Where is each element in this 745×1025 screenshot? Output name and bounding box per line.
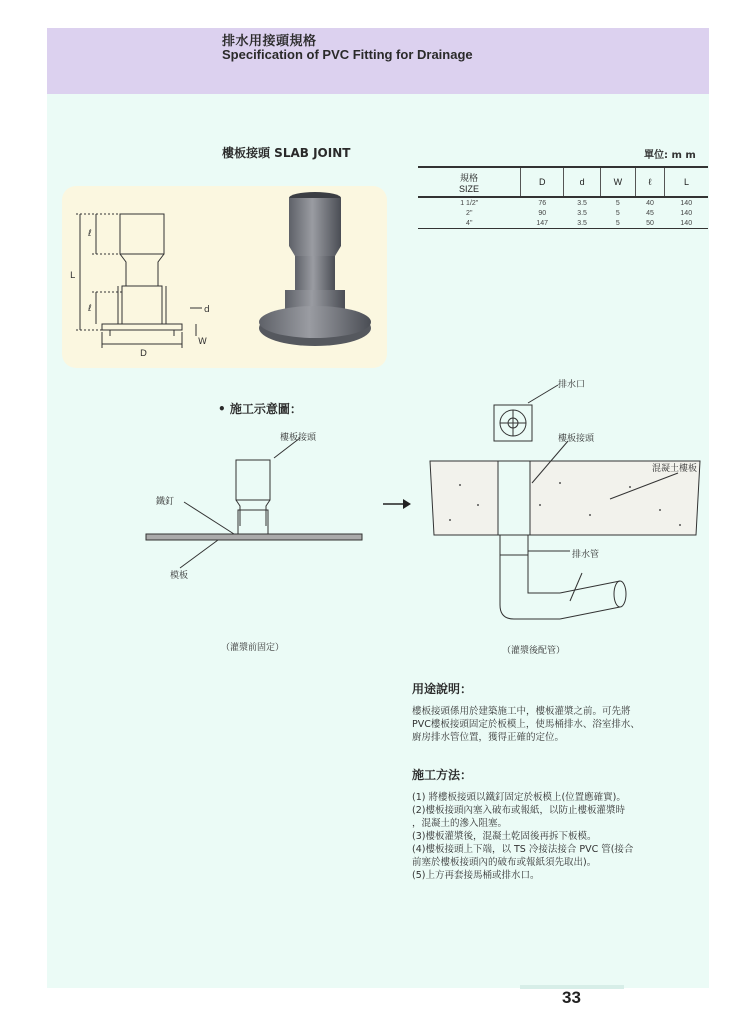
method-step-2: (2)樓板接頭內塞入破布或報紙，以防止樓板灌漿時 ，混凝土的滲入阻塞。 bbox=[412, 805, 625, 829]
value-cell: 40 bbox=[646, 199, 654, 207]
nail-label: 鐵釘 bbox=[156, 497, 175, 507]
dim-D-label: D bbox=[140, 349, 147, 359]
method-step-4: (4)樓板接頭上下端，以 TS 冷接法接合 PVC 管(接合 前塞於樓板接頭內的破布或報紙須先取出)。 bbox=[412, 844, 634, 868]
value-cell: 5 bbox=[615, 209, 620, 217]
arrow-icon bbox=[383, 498, 411, 510]
section-title: 樓板接頭 SLAB JOINT bbox=[222, 146, 351, 160]
formwork-label: 模板 bbox=[170, 571, 189, 581]
size-header bbox=[418, 167, 521, 197]
value-cell: 140 bbox=[680, 209, 693, 217]
value-cell: 3.5 bbox=[577, 199, 587, 207]
before-pour-diagram bbox=[140, 430, 370, 610]
size-header-en: SIZE bbox=[458, 183, 479, 194]
value-cell: 3.5 bbox=[577, 209, 587, 217]
slab-joint-drawing bbox=[62, 186, 262, 368]
usage-heading: 用途說明： bbox=[412, 682, 473, 696]
dim-l-top-label: ℓ bbox=[88, 229, 92, 239]
size-cell: 4" bbox=[418, 218, 521, 229]
value-cell: 140 bbox=[680, 199, 693, 207]
page-title-zh: 排水用接頭規格 bbox=[222, 34, 317, 49]
dim-W-label: W bbox=[198, 337, 207, 347]
table-row bbox=[418, 197, 708, 208]
table-row bbox=[418, 208, 708, 218]
concrete-slab-label: 混凝土樓板 bbox=[652, 464, 698, 474]
page-number: 33 bbox=[562, 988, 581, 1007]
after-pour-diagram bbox=[430, 375, 710, 635]
value-cell: 3.5 bbox=[564, 218, 600, 229]
spec-table bbox=[418, 166, 708, 229]
construction-heading: • 施工示意圖： bbox=[218, 402, 302, 416]
value-cell: 50 bbox=[636, 218, 665, 229]
size-cell: 2" bbox=[466, 209, 473, 217]
before-pour-caption: （灌漿前固定） bbox=[221, 643, 285, 653]
value-cell: 5 bbox=[600, 218, 635, 229]
col-header-l: ℓ bbox=[636, 167, 665, 197]
col-header-L: L bbox=[665, 167, 709, 197]
value-cell: 147 bbox=[521, 218, 564, 229]
product-photo bbox=[255, 190, 375, 360]
method-step-5: (5)上方再套接馬桶或排水口。 bbox=[412, 870, 540, 881]
col-header-W: W bbox=[600, 167, 635, 197]
value-cell: 45 bbox=[646, 209, 654, 217]
unit-label: 單位: m m bbox=[644, 150, 696, 161]
drain-pipe-label: 排水管 bbox=[572, 550, 600, 560]
col-header-D: D bbox=[521, 167, 564, 197]
table-row bbox=[418, 218, 708, 229]
slab-joint-label-left: 樓板接頭 bbox=[280, 433, 317, 443]
method-step-1: (1) 將樓板接頭以鐵釘固定於板模上(位置應確實)。 bbox=[412, 792, 626, 803]
dim-L-label: L bbox=[70, 271, 76, 281]
dim-l-bottom-label: ℓ bbox=[88, 304, 92, 314]
size-header-zh: 規格 bbox=[459, 172, 478, 183]
dim-d-label: d bbox=[204, 305, 210, 315]
value-cell: 5 bbox=[615, 199, 620, 207]
spec-table-header bbox=[418, 167, 708, 197]
page-title-en: Specification of PVC Fitting for Drainage bbox=[222, 47, 473, 62]
after-pour-caption: （灌漿後配管） bbox=[502, 646, 566, 656]
usage-text: 樓板接頭係用於建築施工中，樓板灌漿之前。可先將 PVC樓板接頭固定於板模上，使馬桶排水、浴室排水、 廚房排水管位置，獲得正確的定位。 bbox=[412, 706, 640, 743]
method-heading: 施工方法： bbox=[412, 768, 473, 782]
col-header-d: d bbox=[564, 167, 600, 197]
value-cell: 90 bbox=[538, 209, 547, 217]
slab-joint-label-right: 樓板接頭 bbox=[558, 434, 595, 444]
value-cell: 76 bbox=[538, 199, 547, 207]
size-cell: 1 1/2" bbox=[460, 199, 479, 207]
value-cell: 140 bbox=[665, 218, 709, 229]
method-step-3: (3)樓板灌漿後，混凝土乾固後再拆下板模。 bbox=[412, 831, 597, 842]
drain-outlet-label: 排水口 bbox=[558, 380, 586, 390]
